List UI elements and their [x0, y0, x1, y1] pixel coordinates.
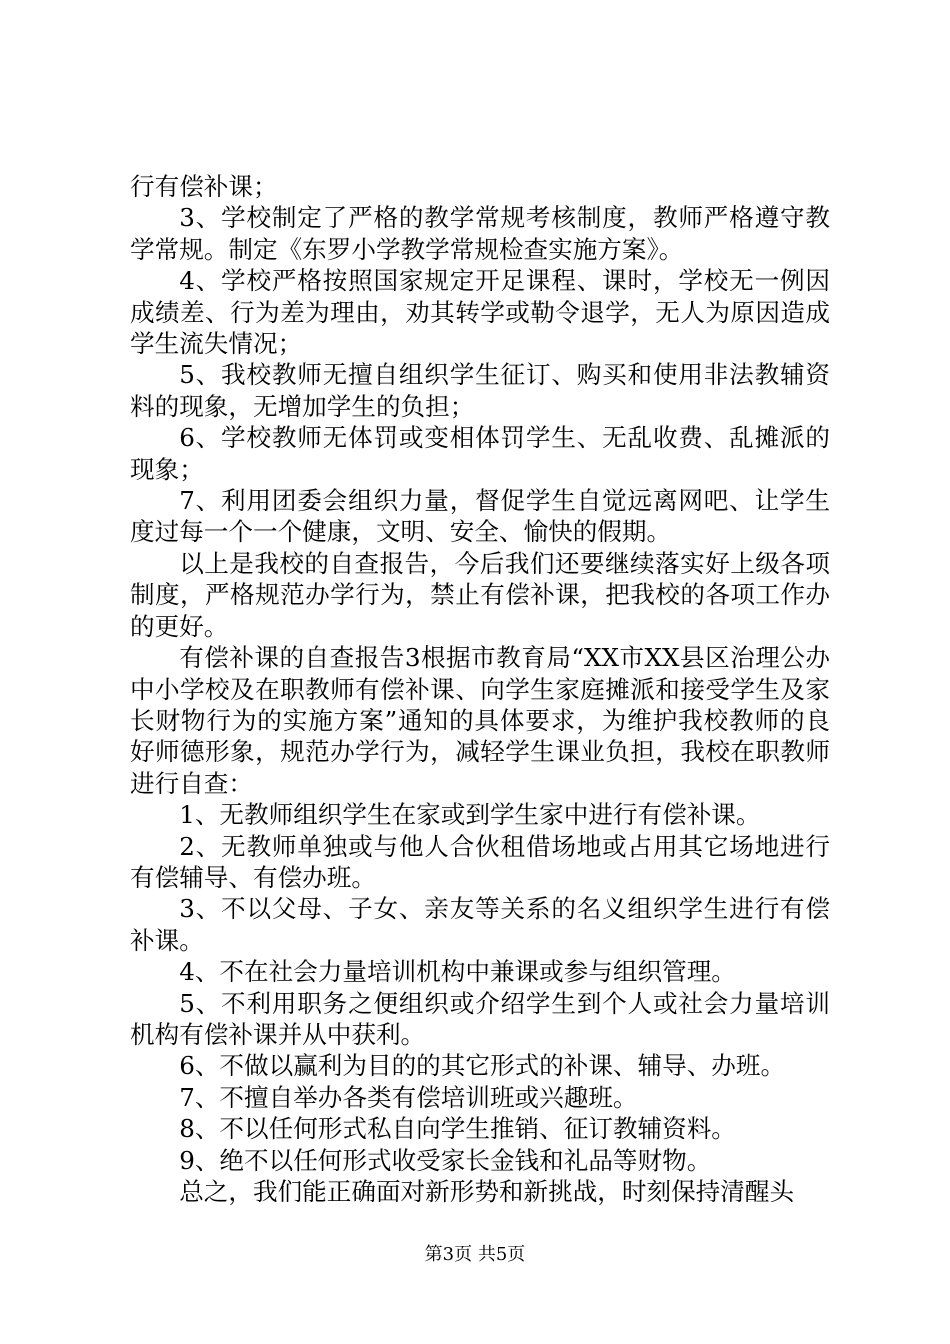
paragraph-17: 总之，我们能正确面对新形势和新挑战，时刻保持清醒头	[179, 1177, 795, 1206]
paragraph-2: 4、学校严格按照国家规定开足课程、课时，学校无一例因成绩差、行为差为理由，劝其转学或勒令退学，无人为原因造成学生流失情况；	[130, 266, 830, 359]
paragraph-10: 3、不以父母、子女、亲友等关系的名义组织学生进行有偿补课。	[130, 894, 830, 955]
paragraph-11: 4、不在社会力量培训机构中兼课或参与组织管理。	[179, 957, 736, 987]
page-number-footer: 第3页 共5页	[424, 1244, 526, 1265]
paragraph-12: 5、不利用职务之便组织或介绍学生到个人或社会力量培训机构有偿补课并从中获利。	[130, 988, 830, 1049]
paragraph-3: 5、我校教师无擅自组织学生征订、购买和使用非法教辅资料的现象，无增加学生的负担；	[130, 360, 830, 421]
paragraph-9: 2、无教师单独或与他人合伙租借场地或占用其它场地进行有偿辅导、有偿办班。	[130, 831, 830, 892]
paragraph-16: 9、绝不以任何形式收受家长金钱和礼品等财物。	[179, 1145, 712, 1175]
paragraph-7: 有偿补课的自查报告3根据市教育局“XX市XX县区治理公办中小学校及在职教师有偿补课、向学生家庭摊派和接受学生及家长财物行为的实施方案”通知的具体要求，为维护我校教师的良好师德形象，规范办学行为，减轻学生课业负担，我校在职教师进行自查：	[130, 643, 830, 798]
paragraph-1: 3、学校制定了严格的教学常规考核制度，教师严格遵守教学常规。制定《东罗小学教学常规检查实施方案》。	[130, 203, 830, 264]
paragraph-14: 7、不擅自举办各类有偿培训班或兴趣班。	[179, 1082, 638, 1112]
document-body	[130, 171, 830, 1207]
paragraph-0: 行有偿补课；	[130, 172, 278, 201]
paragraph-8: 1、无教师组织学生在家或到学生家中进行有偿补课。	[179, 800, 761, 830]
paragraph-13: 6、不做以赢利为目的的其它形式的补课、辅导、办班。	[179, 1051, 786, 1081]
paragraph-4: 6、学校教师无体罚或变相体罚学生、无乱收费、乱摊派的现象；	[130, 423, 830, 484]
paragraph-5: 7、利用团委会组织力量，督促学生自觉远离网吧、让学生度过每一个一个健康，文明、安全、愉快的假期。	[130, 486, 830, 547]
paragraph-15: 8、不以任何形式私自向学生推销、征订教辅资料。	[179, 1114, 736, 1144]
paragraph-6: 以上是我校的自查报告，今后我们还要继续落实好上级各项制度，严格规范办学行为，禁止有偿补课，把我校的各项工作办的更好。	[130, 548, 830, 641]
